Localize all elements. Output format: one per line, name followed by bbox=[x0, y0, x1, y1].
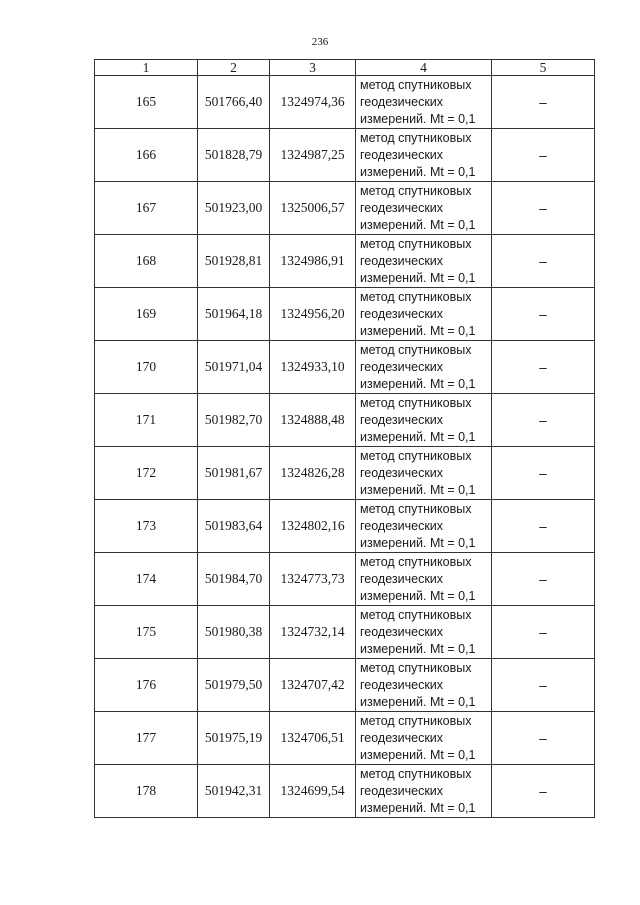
point-number-cell: 174 bbox=[95, 553, 198, 606]
note-cell: – bbox=[492, 341, 595, 394]
method-line: измерений. Mt = 0,1 bbox=[360, 747, 476, 762]
method-line: измерений. Mt = 0,1 bbox=[360, 164, 476, 179]
method-line: метод спутниковых bbox=[360, 501, 472, 516]
page-number: 236 bbox=[311, 36, 329, 48]
x-coordinate-cell: 501971,04 bbox=[198, 341, 270, 394]
note-cell: – bbox=[492, 76, 595, 129]
note-cell: – bbox=[492, 765, 595, 818]
table-row bbox=[95, 182, 595, 235]
note-cell: – bbox=[492, 182, 595, 235]
y-coordinate-cell: 1324699,54 bbox=[270, 765, 356, 818]
y-coordinate-cell: 1324802,16 bbox=[270, 500, 356, 553]
y-coordinate-cell: 1324826,28 bbox=[270, 447, 356, 500]
method-line: метод спутниковых bbox=[360, 713, 472, 728]
table-row bbox=[95, 394, 595, 447]
method-cell bbox=[356, 288, 492, 341]
point-number-cell: 171 bbox=[95, 394, 198, 447]
method-line: метод спутниковых bbox=[360, 554, 472, 569]
method-line: метод спутниковых bbox=[360, 130, 472, 145]
x-coordinate-cell: 501942,31 bbox=[198, 765, 270, 818]
note-cell: – bbox=[492, 606, 595, 659]
point-number-cell: 176 bbox=[95, 659, 198, 712]
method-line: метод спутниковых bbox=[360, 660, 472, 675]
point-number-cell: 166 bbox=[95, 129, 198, 182]
note-cell: – bbox=[492, 447, 595, 500]
point-number-cell: 178 bbox=[95, 765, 198, 818]
header-cell: 3 bbox=[270, 60, 356, 76]
method-line: метод спутниковых bbox=[360, 183, 472, 198]
table-row bbox=[95, 447, 595, 500]
method-line: метод спутниковых bbox=[360, 342, 472, 357]
x-coordinate-cell: 501923,00 bbox=[198, 182, 270, 235]
method-cell bbox=[356, 447, 492, 500]
table-row bbox=[95, 659, 595, 712]
method-line: измерений. Mt = 0,1 bbox=[360, 376, 476, 391]
method-cell bbox=[356, 500, 492, 553]
method-line: измерений. Mt = 0,1 bbox=[360, 588, 476, 603]
note-cell: – bbox=[492, 659, 595, 712]
method-line: геодезических bbox=[360, 571, 444, 586]
point-number-cell: 167 bbox=[95, 182, 198, 235]
point-number-cell: 172 bbox=[95, 447, 198, 500]
note-cell: – bbox=[492, 129, 595, 182]
x-coordinate-cell: 501982,70 bbox=[198, 394, 270, 447]
x-coordinate-cell: 501975,19 bbox=[198, 712, 270, 765]
note-cell: – bbox=[492, 553, 595, 606]
table-row bbox=[95, 500, 595, 553]
y-coordinate-cell: 1324974,36 bbox=[270, 76, 356, 129]
x-coordinate-cell: 501981,67 bbox=[198, 447, 270, 500]
method-cell bbox=[356, 341, 492, 394]
method-line: измерений. Mt = 0,1 bbox=[360, 535, 476, 550]
method-cell bbox=[356, 129, 492, 182]
method-line: геодезических bbox=[360, 253, 444, 268]
point-number-cell: 165 bbox=[95, 76, 198, 129]
method-line: геодезических bbox=[360, 147, 444, 162]
note-cell: – bbox=[492, 712, 595, 765]
method-line: измерений. Mt = 0,1 bbox=[360, 800, 476, 815]
method-line: метод спутниковых bbox=[360, 236, 472, 251]
table-row bbox=[95, 765, 595, 818]
method-cell bbox=[356, 553, 492, 606]
y-coordinate-cell: 1325006,57 bbox=[270, 182, 356, 235]
header-cell: 5 bbox=[492, 60, 595, 76]
note-cell: – bbox=[492, 235, 595, 288]
method-cell bbox=[356, 659, 492, 712]
table-row bbox=[95, 712, 595, 765]
method-line: метод спутниковых bbox=[360, 395, 472, 410]
point-number-cell: 175 bbox=[95, 606, 198, 659]
table-body bbox=[95, 76, 595, 818]
note-cell: – bbox=[492, 394, 595, 447]
method-line: геодезических bbox=[360, 730, 444, 745]
method-cell bbox=[356, 394, 492, 447]
method-line: измерений. Mt = 0,1 bbox=[360, 429, 476, 444]
x-coordinate-cell: 501964,18 bbox=[198, 288, 270, 341]
method-line: метод спутниковых bbox=[360, 766, 472, 781]
method-cell bbox=[356, 765, 492, 818]
coordinates-table bbox=[94, 59, 595, 818]
method-line: геодезических bbox=[360, 94, 444, 109]
point-number-cell: 173 bbox=[95, 500, 198, 553]
method-line: измерений. Mt = 0,1 bbox=[360, 111, 476, 126]
method-line: геодезических bbox=[360, 412, 444, 427]
method-line: геодезических bbox=[360, 677, 444, 692]
y-coordinate-cell: 1324732,14 bbox=[270, 606, 356, 659]
method-cell bbox=[356, 182, 492, 235]
table-row bbox=[95, 235, 595, 288]
method-line: измерений. Mt = 0,1 bbox=[360, 323, 476, 338]
x-coordinate-cell: 501928,81 bbox=[198, 235, 270, 288]
y-coordinate-cell: 1324986,91 bbox=[270, 235, 356, 288]
method-line: измерений. Mt = 0,1 bbox=[360, 694, 476, 709]
point-number-cell: 177 bbox=[95, 712, 198, 765]
header-cell: 2 bbox=[198, 60, 270, 76]
x-coordinate-cell: 501979,50 bbox=[198, 659, 270, 712]
y-coordinate-cell: 1324956,20 bbox=[270, 288, 356, 341]
method-line: геодезических bbox=[360, 783, 444, 798]
method-line: измерений. Mt = 0,1 bbox=[360, 270, 476, 285]
method-line: геодезических bbox=[360, 200, 444, 215]
method-line: метод спутниковых bbox=[360, 607, 472, 622]
x-coordinate-cell: 501980,38 bbox=[198, 606, 270, 659]
method-cell bbox=[356, 606, 492, 659]
y-coordinate-cell: 1324888,48 bbox=[270, 394, 356, 447]
method-line: геодезических bbox=[360, 624, 444, 639]
table-row bbox=[95, 606, 595, 659]
method-cell bbox=[356, 235, 492, 288]
y-coordinate-cell: 1324773,73 bbox=[270, 553, 356, 606]
method-cell bbox=[356, 76, 492, 129]
table-row bbox=[95, 288, 595, 341]
y-coordinate-cell: 1324706,51 bbox=[270, 712, 356, 765]
header-cell: 1 bbox=[95, 60, 198, 76]
method-line: измерений. Mt = 0,1 bbox=[360, 641, 476, 656]
y-coordinate-cell: 1324707,42 bbox=[270, 659, 356, 712]
note-cell: – bbox=[492, 500, 595, 553]
table-row bbox=[95, 553, 595, 606]
note-cell: – bbox=[492, 288, 595, 341]
method-line: геодезических bbox=[360, 306, 444, 321]
method-line: метод спутниковых bbox=[360, 77, 472, 92]
table-row bbox=[95, 76, 595, 129]
x-coordinate-cell: 501983,64 bbox=[198, 500, 270, 553]
point-number-cell: 168 bbox=[95, 235, 198, 288]
header-cell: 4 bbox=[356, 60, 492, 76]
table-row bbox=[95, 341, 595, 394]
method-line: геодезических bbox=[360, 465, 444, 480]
y-coordinate-cell: 1324933,10 bbox=[270, 341, 356, 394]
point-number-cell: 169 bbox=[95, 288, 198, 341]
point-number-cell: 170 bbox=[95, 341, 198, 394]
table-row bbox=[95, 129, 595, 182]
method-line: измерений. Mt = 0,1 bbox=[360, 217, 476, 232]
y-coordinate-cell: 1324987,25 bbox=[270, 129, 356, 182]
method-line: метод спутниковых bbox=[360, 448, 472, 463]
method-cell bbox=[356, 712, 492, 765]
method-line: измерений. Mt = 0,1 bbox=[360, 482, 476, 497]
method-line: геодезических bbox=[360, 518, 444, 533]
method-line: геодезических bbox=[360, 359, 444, 374]
x-coordinate-cell: 501766,40 bbox=[198, 76, 270, 129]
header-row bbox=[95, 60, 595, 76]
x-coordinate-cell: 501984,70 bbox=[198, 553, 270, 606]
x-coordinate-cell: 501828,79 bbox=[198, 129, 270, 182]
method-line: метод спутниковых bbox=[360, 289, 472, 304]
